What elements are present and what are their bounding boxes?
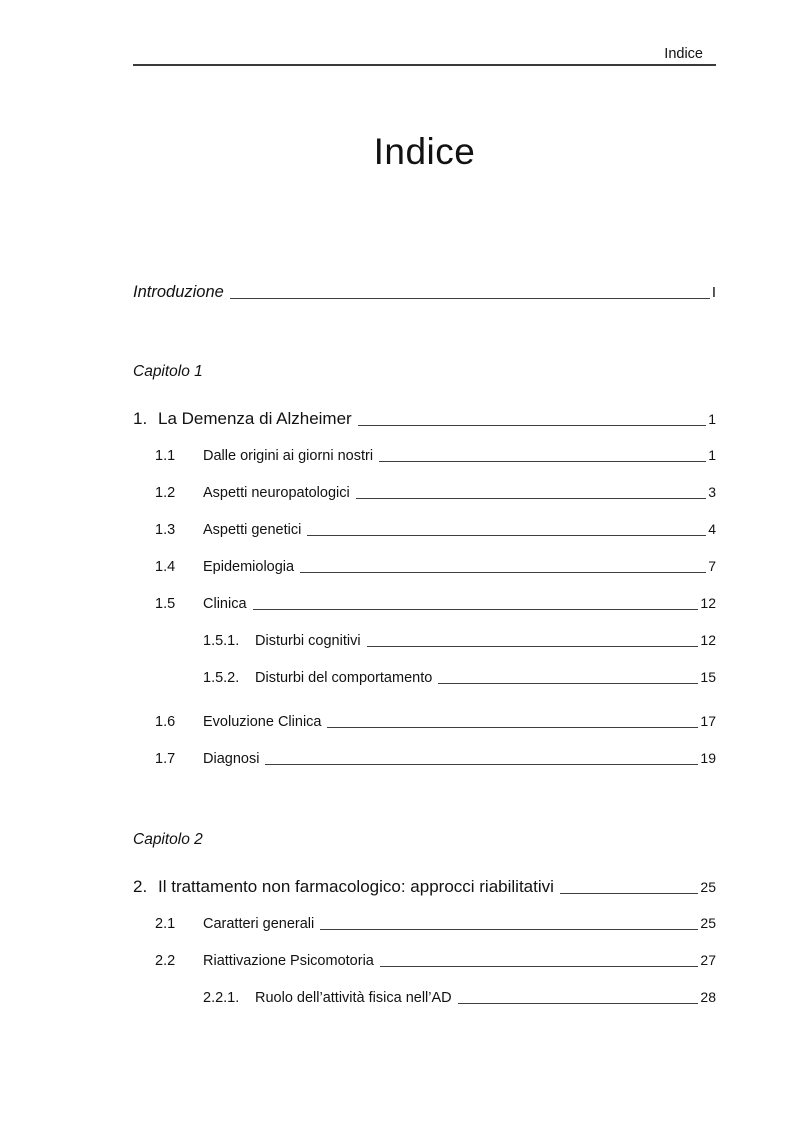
leader-line [265,764,698,765]
toc-entry-number: 2.2 [155,953,176,969]
toc-entry-number: 1.6 [155,714,176,730]
toc-entry-page: 25 [700,879,716,895]
toc-entry [133,875,716,899]
toc-entry-label: Diagnosi [203,751,260,767]
toc-entry-page: 1 [708,411,716,427]
toc-entry-label: Dalle origini ai giorni nostri [203,448,374,464]
toc-entry-number: 1.4 [155,559,176,575]
toc-entry-label: Aspetti genetici [203,522,302,538]
toc-entry-label: Clinica [203,596,247,612]
leader-line [458,1003,699,1004]
toc-entry-page: 27 [700,952,716,968]
toc-entry [133,556,716,577]
toc-entry-number: 1.2 [155,485,176,501]
leader-line [356,498,706,499]
toc-entry-page: 25 [700,915,716,931]
toc-entry-label: Caratteri generali [203,916,315,932]
chapter-heading-2: Capitolo 2 [133,831,203,848]
toc-entry-page: 4 [708,521,716,537]
toc-entry-page: 3 [708,484,716,500]
toc-entry [133,630,716,651]
toc-entry [133,913,716,934]
toc-entry-label: La Demenza di Alzheimer [158,409,352,428]
toc-entry-page: 12 [700,595,716,611]
toc-entry-page: 1 [708,447,716,463]
toc-entry-label: Epidemiologia [203,559,295,575]
toc-entry [133,593,716,614]
toc-entry-page: 12 [700,632,716,648]
toc-entry-introduzione [133,281,716,304]
leader-line [560,893,699,894]
toc-entry [133,950,716,971]
toc-entry-number: 1.7 [155,751,176,767]
toc-entry [133,748,716,769]
toc-entry-label: Disturbi del comportamento [255,670,433,686]
leader-line [307,535,706,536]
leader-line [438,683,698,684]
chapter-heading-1: Capitolo 1 [133,363,203,380]
toc-entry-number: 2.1 [155,916,176,932]
leader-line [320,929,698,930]
toc-entry-page: 19 [700,750,716,766]
leader-line [380,966,699,967]
toc-entry-number: 1.5.2. [203,670,240,686]
leader-line [367,646,699,647]
leader-line [230,298,710,299]
leader-line [327,727,698,728]
toc-entry-number: 1.3 [155,522,176,538]
leader-line [358,425,706,426]
leader-line [253,609,699,610]
toc-entry-page: I [711,284,716,301]
toc-entry-page: 15 [700,669,716,685]
running-header-label: Indice [664,46,703,62]
table-of-contents [133,281,716,1008]
toc-entry-page: 28 [700,989,716,1005]
toc-entry-number: 1.1 [155,448,176,464]
toc-entry-label: Introduzione [133,283,224,301]
toc-entry-label: Disturbi cognitivi [255,633,361,649]
toc-entry [133,711,716,732]
toc-entry-number: 2.2.1. [203,990,240,1006]
toc-entry-number: 1.5 [155,596,176,612]
toc-entry [133,519,716,540]
toc-entry-number: 2. [133,877,148,896]
toc-entry [133,482,716,503]
toc-entry-number: 1. [133,409,148,428]
toc-entry [133,407,716,431]
toc-entry-label: Aspetti neuropatologici [203,485,350,501]
leader-line [300,572,706,573]
toc-entry-label: Il trattamento non farmacologico: approcci riabilitativi [158,877,554,896]
toc-entry [133,987,716,1008]
toc-entry-number: 1.5.1. [203,633,240,649]
toc-entry [133,667,716,688]
running-header [133,45,716,66]
toc-entry-page: 7 [708,558,716,574]
toc-entry-page: 17 [700,713,716,729]
toc-entry-label: Riattivazione Psicomotoria [203,953,374,969]
page-title: Indice [373,131,476,172]
leader-line [379,461,706,462]
toc-entry [133,445,716,466]
toc-entry-label: Evoluzione Clinica [203,714,322,730]
toc-entry-label: Ruolo dell’attività fisica nell’AD [255,990,452,1006]
